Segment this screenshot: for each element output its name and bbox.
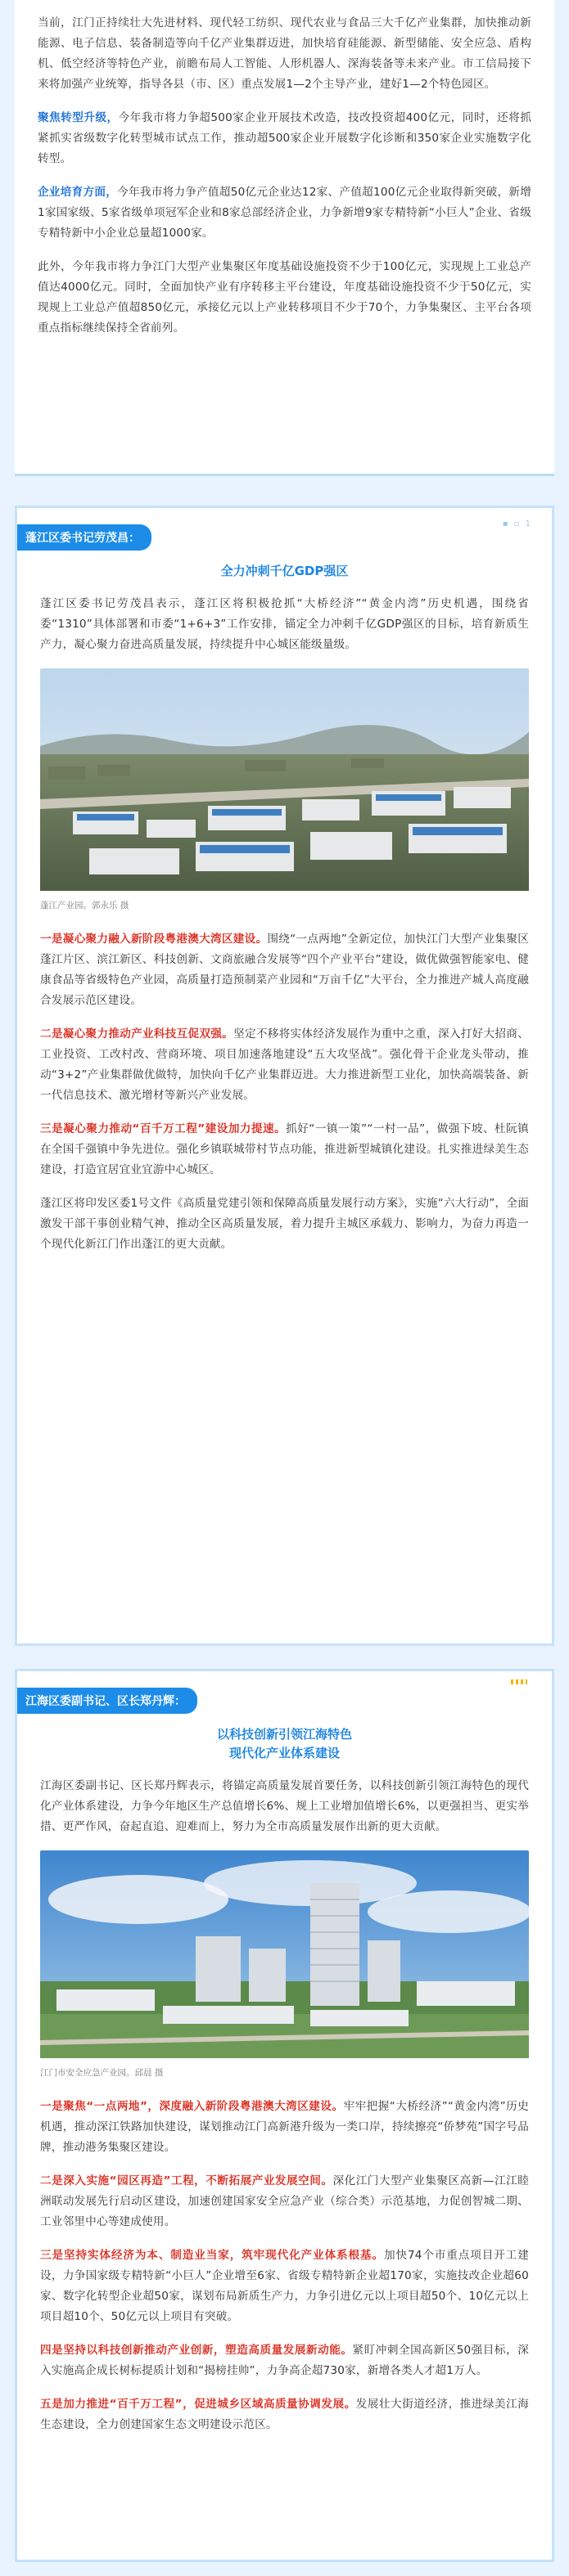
lead-phrase: 四是坚持以科技创新推动产业创新，塑造高质量发展新动能。	[40, 2344, 353, 2357]
jianghai-section	[15, 1669, 554, 2562]
section-subtitle: 全力冲刺千亿GDP强区	[220, 564, 349, 578]
corner-mark: ▪ ▫ 1	[502, 519, 532, 528]
list-item	[40, 2394, 529, 2435]
subtitle-line: 以科技创新引领江海特色	[216, 1727, 352, 1742]
speaker-tag: 蓬江区委书记劳茂昌：	[17, 524, 151, 551]
paragraph-text: 发展壮大街道经济，推进绿美江海生态建设，全力创建国家生态文明建设示范区。	[40, 2398, 530, 2431]
lead-phrase: 五是加力推进“百千万工程”，促进城乡区域高质量协调发展。	[40, 2398, 356, 2411]
section-subtitle	[40, 1725, 529, 1763]
paragraph-text: 紧盯冲刺全国高新区50强目标，深入实施高企成长树标提质计划和“揭榜挂帅”，力争高企超730家，新增各类人才超1万人。	[40, 2344, 529, 2377]
paragraph-text: 今年我市将力争超500家企业开展技术改造，技改投资超400亿元，同时，还将抓紧抓实省级数字化转型城市试点工作，推动超500家企业开展数字化诊断和350家企业实施数字化转型。	[38, 111, 531, 165]
lead-phrase: 聚焦转型升级，	[38, 111, 119, 124]
paragraph: 蓬江区将印发区委1号文件《高质量党建引领和保障高质量发展行动方案》，实施“六大行动”，全面激发干部干事创业精气神，推动全区高质量发展，着力提升主城区承载力、影响力，为奋力再造一个现代化新江门作出蓬江的更大贡献。	[40, 1197, 529, 1251]
paragraph: 此外，今年我市将力争江门大型产业集聚区年度基础设施投资不少于100亿元，实现规上工业总产值达4000亿元。同时，全面加快产业有序转移主平台建设，年度基础设施投资不少于50亿元，实现规上工业总产值超850亿元，承接亿元以上产业转移项目不少于70个，力争集聚区、主平台各项重点指标继续保持全省前列。	[38, 260, 531, 335]
speaker-tag: 江海区委副书记、区长郑丹辉：	[17, 1688, 197, 1714]
list-item	[40, 929, 529, 1011]
paragraph: 江海区委副书记、区长郑丹辉表示，将锚定高质量发展首要任务，以科技创新引领江海特色的现代化产业体系建设，力争今年地区生产总值增长6%、规上工业增加值增长6%，以更强担当、更实举措、更严作风，奋起直追、迎难而上，努力为全市高质量发展作出新的更大贡献。	[40, 1779, 529, 1833]
list-item	[40, 1024, 529, 1106]
paragraph	[38, 108, 531, 169]
paragraph-text: 深化江门大型产业集聚区高新—江江睦洲联动发展先行启动区建设，加速创建国家安全应急产业（综合类）示范基地，力促创智城二期、工业邻里中心等建成使用。	[40, 2174, 529, 2228]
list-item	[40, 2340, 529, 2381]
paragraph: 蓬江区委书记劳茂昌表示，蓬江区将积极抢抓“大桥经济”“黄金内湾”历史机遇，围绕省委“1310”具体部署和市委“1+6+3”工作安排，锚定全力冲刺千亿GDP强区的目标，培育新质生产力，凝心聚力奋进高质量发展，持续提升中心城区能级量级。	[40, 597, 529, 651]
list-item	[40, 2171, 529, 2232]
lead-phrase: 企业培育方面，	[38, 186, 118, 199]
industrial-park-photo	[40, 668, 529, 894]
list-item	[40, 1119, 529, 1180]
lead-phrase: 二是凝心聚力推动产业科技互促双强。	[40, 1027, 234, 1041]
paragraph-text: 坚定不移将实体经济发展作为重中之重，深入打好大招商、工业投资、工改村改、营商环境、项目加速落地建设“五大攻坚战”。强化骨干企业龙头带动，推动“3+2”产业集群做优做特，加快向千亿产业集群迈进。大力推进新型工业化，加快高端装备、新一代信息技术、激光增材等新兴产业发展。	[40, 1027, 529, 1102]
paragraph-text: 抓好“一镇一策”“一村一品”，做强下坡、杜阮镇在全国千强镇中争先进位。强化乡镇联城带村节点功能，推进新型城镇化建设。扎实推进绿美生态建设，打造宜居宜业宜游中心城区。	[40, 1122, 529, 1176]
paragraph-text: 今年我市将力争产值超50亿元企业达12家、产值超100亿元企业取得新突破，新增1家国家级、5家省级单项冠军企业和8家总部经济企业，力争新增9家专精特新“小巨人”企业、省级专精特新中小企业总量超1000家。	[38, 186, 531, 240]
paragraph-text: 围绕“一点两地”全新定位，加快江门大型产业集聚区蓬江片区、滨江新区、科技创新、文商旅融合发展等“四个产业平台”建设，做优做强智能家电、健康食品等省级特色产业园，高质量打造预制菜产业园和“万亩千亿”大平台，全力推进产城人高度融合发展示范区建设。	[40, 933, 530, 1007]
lead-phrase: 三是凝心聚力推动“百千万工程”建设加力提速。	[40, 1122, 287, 1135]
list-item	[40, 2097, 529, 2158]
paragraph-text: 牢牢把握“大桥经济”“黄金内湾”历史机遇，推动深江铁路加快建设，谋划推动江门高新港升级为一类口岸，持续擦亮“侨梦苑”国字号品牌，推动港务集聚区建设。	[40, 2100, 529, 2154]
subtitle-line: 现代化产业体系建设	[228, 1746, 340, 1760]
lead-phrase: 二是深入实施“园区再造”工程，不断拓展产业发展空间。	[40, 2174, 333, 2187]
list-item	[40, 2246, 529, 2327]
photo-caption: 蓬江产业园。郭永乐 摄	[40, 901, 129, 910]
lead-phrase: 三是坚持实体经济为本、制造业当家，筑牢现代化产业体系根基。	[40, 2249, 384, 2262]
paragraph	[38, 182, 531, 244]
lead-phrase: 一是聚焦“一点两地”，深度融入新阶段粤港澳大湾区建设。	[40, 2100, 344, 2113]
pengjiang-section	[15, 506, 554, 1646]
intro-section	[15, 0, 554, 476]
lead-phrase: 一是凝心聚力融入新阶段粤港澳大湾区建设。	[40, 933, 268, 946]
safety-park-photo	[40, 1850, 529, 2061]
decor-dots	[511, 1679, 527, 1684]
paragraph-text: 加快74个市重点项目开工建设，力争国家级专精特新“小巨人”企业增至6家、省级专精特新企业超170家，实施技改企业超60家、数字化转型企业超50家，谋划布局新质生产力，力争引进亿元以上项目超50个、10亿元以上项目超10个、50亿元以上项目有突破。	[40, 2249, 529, 2323]
paragraph: 当前，江门正持续壮大先进材料、现代轻工纺织、现代农业与食品三大千亿产业集群，加快推动新能源、电子信息、装备制造等向千亿产业集群迈进，加快培育硅能源、新型储能、安全应急、盾构机、低空经济等特色产业，前瞻布局人工智能、人形机器人、深海装备等未来产业。市工信局接下来将加强产业统筹，指导各县（市、区）重点发展1—2个主导产业，建好1—2个特色园区。	[38, 16, 531, 91]
photo-caption: 江门市安全应急产业园。邱晨 摄	[40, 2068, 164, 2078]
